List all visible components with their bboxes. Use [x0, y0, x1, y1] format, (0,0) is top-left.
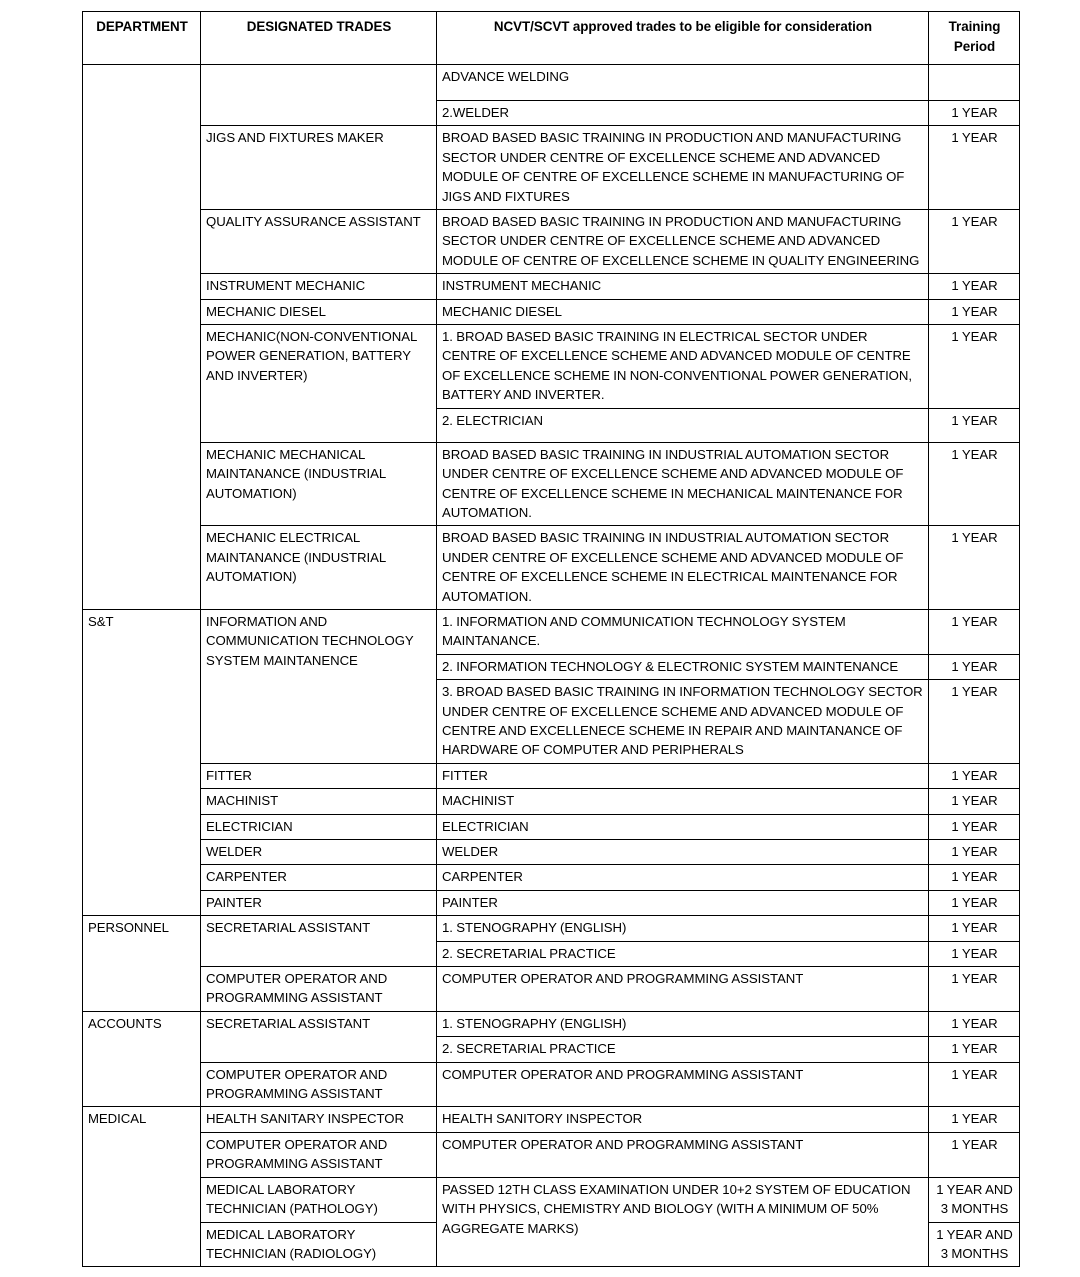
cell-designated-trade: JIGS AND FIXTURES MAKER: [201, 126, 437, 210]
cell-training-period: 1 YEAR: [929, 126, 1020, 210]
table-row: [83, 916, 1020, 941]
cell-ncvt: BROAD BASED BASIC TRAINING IN PRODUCTION AND MANUFACTURING SECTOR UNDER CENTRE OF EXCELLENCE SCHEME AND ADVANCED MODULE OF CENTRE OF EXCELLENCE SCHEME IN MANUFACTURING OF JIGS AND FIXTURES: [437, 126, 929, 210]
header-row: [83, 12, 1020, 65]
table-row: [83, 763, 1020, 788]
cell-designated-trade: QUALITY ASSURANCE ASSISTANT: [201, 210, 437, 274]
cell-training-period: 1 YEAR: [929, 442, 1020, 526]
cell-training-period: 1 YEAR: [929, 967, 1020, 1012]
cell-department: [83, 65, 201, 610]
cell-ncvt: PAINTER: [437, 890, 929, 915]
cell-training-period: 1 YEAR: [929, 1037, 1020, 1062]
cell-training-period: 1 YEAR: [929, 526, 1020, 610]
cell-ncvt: 2.WELDER: [437, 101, 929, 126]
cell-training-period: 1 YEAR: [929, 210, 1020, 274]
cell-training-period: 1 YEAR: [929, 890, 1020, 915]
cell-ncvt: 1. STENOGRAPHY (ENGLISH): [437, 916, 929, 941]
cell-training-period: 1 YEAR: [929, 1132, 1020, 1177]
cell-ncvt: COMPUTER OPERATOR AND PROGRAMMING ASSISTANT: [437, 967, 929, 1012]
cell-designated-trade: MEDICAL LABORATORY TECHNICIAN (RADIOLOGY): [201, 1222, 437, 1267]
table-row: [83, 274, 1020, 299]
cell-ncvt: 3. BROAD BASED BASIC TRAINING IN INFORMATION TECHNOLOGY SECTOR UNDER CENTRE OF EXCELLENCE SCHEME AND ADVANCED MODULE OF CENTRE AND EXCELLENECE SCHEME IN REPAIR AND MAINTANANCE OF HARDWARE OF COMPUTER AND PERIPHERALS: [437, 680, 929, 764]
cell-training-period: 1 YEAR: [929, 299, 1020, 324]
cell-designated-trade: MECHANIC(NON-CONVENTIONAL POWER GENERATION, BATTERY AND INVERTER): [201, 325, 437, 443]
table-row: [83, 1177, 1020, 1222]
cell-designated-trade: MECHANIC DIESEL: [201, 299, 437, 324]
cell-ncvt: 2. INFORMATION TECHNOLOGY & ELECTRONIC SYSTEM MAINTENANCE: [437, 654, 929, 679]
cell-ncvt: 2. SECRETARIAL PRACTICE: [437, 1037, 929, 1062]
table-row: [83, 126, 1020, 210]
table-row: [83, 526, 1020, 610]
trades-table-container: [82, 11, 1019, 1267]
cell-training-period: 1 YEAR: [929, 408, 1020, 442]
cell-ncvt: 2. ELECTRICIAN: [437, 408, 929, 442]
training-period-line2: Period: [953, 38, 996, 54]
table-row: [83, 1011, 1020, 1036]
cell-ncvt: BROAD BASED BASIC TRAINING IN INDUSTRIAL AUTOMATION SECTOR UNDER CENTRE OF EXCELLENCE SCHEME AND ADVANCED MODULE OF CENTRE OF EXCELLENCE SCHEME IN MECHANICAL MAINTENANCE FOR AUTOMATION.: [437, 442, 929, 526]
cell-ncvt: COMPUTER OPERATOR AND PROGRAMMING ASSISTANT: [437, 1062, 929, 1107]
cell-training-period: 1 YEAR: [929, 1011, 1020, 1036]
column-header-designated-trades: DESIGNATED TRADES: [201, 12, 437, 65]
cell-department: ACCOUNTS: [83, 1011, 201, 1107]
cell-training-period: 1 YEAR: [929, 654, 1020, 679]
cell-training-period: 1 YEAR: [929, 274, 1020, 299]
cell-training-period: 1 YEAR: [929, 101, 1020, 126]
cell-training-period: 1 YEAR: [929, 865, 1020, 890]
cell-designated-trade: CARPENTER: [201, 865, 437, 890]
cell-designated-trade: FITTER: [201, 763, 437, 788]
cell-training-period: 1 YEAR AND 3 MONTHS: [929, 1177, 1020, 1222]
cell-training-period: 1 YEAR: [929, 680, 1020, 764]
table-row: [83, 967, 1020, 1012]
cell-department: PERSONNEL: [83, 916, 201, 1012]
table-row: [83, 210, 1020, 274]
table-row: [83, 65, 1020, 101]
cell-ncvt: PASSED 12TH CLASS EXAMINATION UNDER 10+2 SYSTEM OF EDUCATION WITH PHYSICS, CHEMISTRY AND BIOLOGY (WITH A MINIMUM OF 50% AGGREGATE MARKS): [437, 1177, 929, 1267]
table-row: [83, 840, 1020, 865]
cell-designated-trade: MEDICAL LABORATORY TECHNICIAN (PATHOLOGY): [201, 1177, 437, 1222]
column-header-department: DEPARTMENT: [83, 12, 201, 65]
cell-training-period: 1 YEAR: [929, 1107, 1020, 1132]
cell-training-period: 1 YEAR AND 3 MONTHS: [929, 1222, 1020, 1267]
cell-training-period: 1 YEAR: [929, 941, 1020, 966]
cell-ncvt: INSTRUMENT MECHANIC: [437, 274, 929, 299]
column-header-ncvt-trades: NCVT/SCVT approved trades to be eligible for consideration: [437, 12, 929, 65]
table-row: [83, 1132, 1020, 1177]
cell-ncvt: MACHINIST: [437, 789, 929, 814]
cell-ncvt: BROAD BASED BASIC TRAINING IN INDUSTRIAL AUTOMATION SECTOR UNDER CENTRE OF EXCELLENCE SCHEME AND ADVANCED MODULE OF CENTRE OF EXCELLENCE SCHEME IN ELECTRICAL MAINTENANCE FOR AUTOMATION.: [437, 526, 929, 610]
cell-designated-trade: PAINTER: [201, 890, 437, 915]
table-row: [83, 865, 1020, 890]
cell-ncvt: 1. INFORMATION AND COMMUNICATION TECHNOLOGY SYSTEM MAINTANANCE.: [437, 609, 929, 654]
cell-ncvt: 1. BROAD BASED BASIC TRAINING IN ELECTRICAL SECTOR UNDER CENTRE OF EXCELLENCE SCHEME AND ADVANCED MODULE OF CENTRE OF EXCELLENCE SCHEME IN NON-CONVENTIONAL POWER GENERATION, BATTERY AND INVERTER.: [437, 325, 929, 409]
table-row: [83, 442, 1020, 526]
cell-designated-trade: COMPUTER OPERATOR AND PROGRAMMING ASSISTANT: [201, 1062, 437, 1107]
cell-ncvt: ELECTRICIAN: [437, 814, 929, 839]
cell-ncvt: WELDER: [437, 840, 929, 865]
table-row: [83, 1062, 1020, 1107]
cell-designated-trade: HEALTH SANITARY INSPECTOR: [201, 1107, 437, 1132]
cell-training-period: 1 YEAR: [929, 325, 1020, 409]
cell-ncvt: ADVANCE WELDING: [437, 65, 929, 101]
cell-designated-trade: MACHINIST: [201, 789, 437, 814]
cell-ncvt: 2. SECRETARIAL PRACTICE: [437, 941, 929, 966]
cell-department: MEDICAL: [83, 1107, 201, 1267]
table-body: [83, 65, 1020, 1267]
cell-training-period: 1 YEAR: [929, 763, 1020, 788]
column-header-training-period: [929, 12, 1020, 65]
table-row: [83, 609, 1020, 654]
cell-designated-trade: SECRETARIAL ASSISTANT: [201, 916, 437, 967]
cell-designated-trade: WELDER: [201, 840, 437, 865]
cell-designated-trade: INSTRUMENT MECHANIC: [201, 274, 437, 299]
table-header: [83, 12, 1020, 65]
cell-training-period: 1 YEAR: [929, 789, 1020, 814]
cell-designated-trade: MECHANIC MECHANICAL MAINTANANCE (INDUSTRIAL AUTOMATION): [201, 442, 437, 526]
table-row: [83, 789, 1020, 814]
cell-designated-trade: MECHANIC ELECTRICAL MAINTANANCE (INDUSTRIAL AUTOMATION): [201, 526, 437, 610]
cell-ncvt: 1. STENOGRAPHY (ENGLISH): [437, 1011, 929, 1036]
table-row: [83, 325, 1020, 409]
cell-ncvt: BROAD BASED BASIC TRAINING IN PRODUCTION AND MANUFACTURING SECTOR UNDER CENTRE OF EXCELLENCE SCHEME AND ADVANCED MODULE OF CENTRE OF EXCELLENCE SCHEME IN QUALITY ENGINEERING: [437, 210, 929, 274]
cell-designated-trade: [201, 65, 437, 126]
cell-training-period: 1 YEAR: [929, 840, 1020, 865]
table-row: [83, 890, 1020, 915]
table-row: [83, 814, 1020, 839]
cell-ncvt: HEALTH SANITORY INSPECTOR: [437, 1107, 929, 1132]
cell-training-period: 1 YEAR: [929, 609, 1020, 654]
cell-designated-trade: ELECTRICIAN: [201, 814, 437, 839]
cell-ncvt: MECHANIC DIESEL: [437, 299, 929, 324]
cell-designated-trade: SECRETARIAL ASSISTANT: [201, 1011, 437, 1062]
cell-training-period: 1 YEAR: [929, 916, 1020, 941]
cell-training-period: 1 YEAR: [929, 1062, 1020, 1107]
training-period-line1: Training: [948, 19, 1001, 34]
cell-designated-trade: COMPUTER OPERATOR AND PROGRAMMING ASSISTANT: [201, 1132, 437, 1177]
cell-designated-trade: INFORMATION AND COMMUNICATION TECHNOLOGY SYSTEM MAINTANENCE: [201, 609, 437, 763]
cell-department: S&T: [83, 609, 201, 915]
trades-table: [82, 11, 1020, 1267]
cell-training-period: [929, 65, 1020, 101]
cell-designated-trade: COMPUTER OPERATOR AND PROGRAMMING ASSISTANT: [201, 967, 437, 1012]
table-row: [83, 1107, 1020, 1132]
cell-ncvt: COMPUTER OPERATOR AND PROGRAMMING ASSISTANT: [437, 1132, 929, 1177]
cell-ncvt: FITTER: [437, 763, 929, 788]
table-row: [83, 299, 1020, 324]
cell-training-period: 1 YEAR: [929, 814, 1020, 839]
cell-ncvt: CARPENTER: [437, 865, 929, 890]
